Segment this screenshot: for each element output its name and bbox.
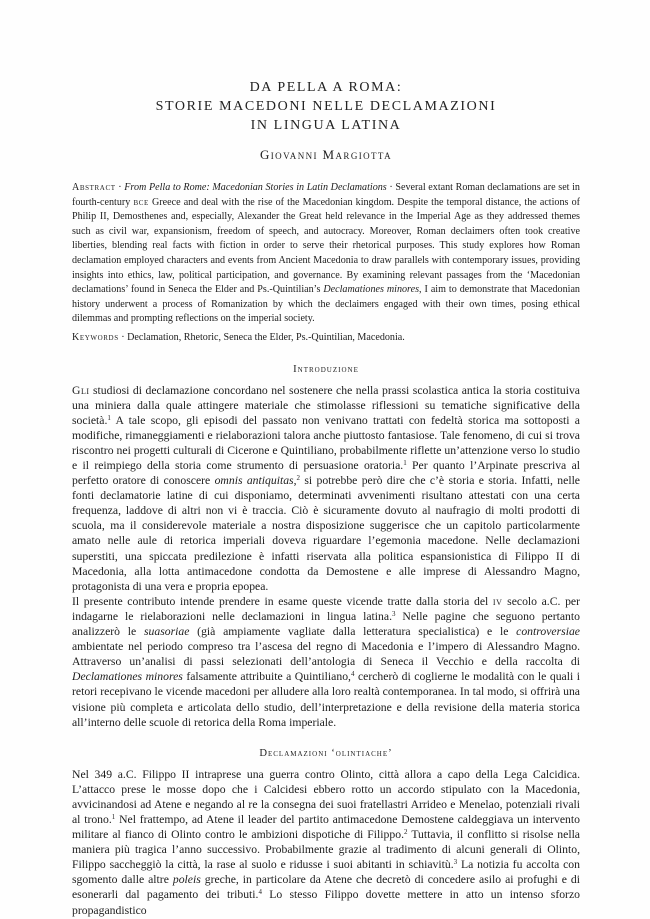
- section-olintiache: [72, 767, 580, 918]
- paragraph: [72, 594, 580, 730]
- footnote-ref[interactable]: 2: [404, 828, 408, 837]
- italic-term: suasoriae: [143, 625, 190, 639]
- text-run: ,: [293, 474, 297, 488]
- title-line-1: DA PELLA A ROMA:: [249, 80, 403, 95]
- text-run: falsamente attribuite a Quintiliano,: [182, 670, 351, 684]
- text-run: A tale scopo, gli episodi del passato non venivano trattati con fedeltà storica ma sottoposti a modifiche, rimaneggiamenti e rielaborazioni talora anche piuttosto fantasiose. Tale fenomeno, di cui si trova riscontro nei progetti culturali di Cicerone e Quintiliano, probabilmente riflette un’attenzione verso lo studio e il reimpiego della storia come strumento di persuasione oratoria.: [72, 413, 580, 472]
- keywords: [72, 331, 580, 346]
- footnote-ref[interactable]: 1: [403, 459, 407, 467]
- footnote-ref[interactable]: 3: [453, 858, 458, 867]
- text-run: Nelle pagine che seguono pertanto analizzerò le: [72, 609, 580, 639]
- abstract-separator: ·: [115, 182, 125, 193]
- lead-word: Gli: [72, 383, 90, 397]
- footnote-ref[interactable]: 2: [296, 474, 301, 483]
- abstract: [72, 181, 580, 327]
- abstract-bce: bce: [133, 196, 149, 208]
- abstract-english-title: From Pella to Rome: Macedonian Stories in Latin Declamations: [124, 182, 387, 193]
- abstract-text: · Several extant Roman declamations are set in fourth-century: [72, 182, 580, 208]
- article-title: [72, 78, 580, 135]
- footnote-ref[interactable]: 3: [392, 609, 396, 618]
- text-run: si potrebbe però dire che c’è storia e storia. Infatti, nelle fonti declamatorie latine di cui disponiamo, determinati avvenimenti risultano attestati con una certa frequenza, laddove di altri non vi è traccia. Ciò è sicuramente dovuto al naufragio di molti prodotti di scuola, ma il considerevole materiale a nostra disposizione suggerisce che un capitolo particolarmente amato nelle aule di retorica imperiali doveva riguardare l’egemonia macedone. Nelle declamazioni superstiti, una spiccata predilezione è infatti riservata alla politica espansionistica di Filippo II di Macedonia, alla lotta antimacedone condotta da Demostene e alle imprese di Alessandro Magno, protagonista di una vera e propria epopea.: [72, 474, 580, 593]
- abstract-label: Abstract: [72, 182, 116, 193]
- text-run: ambientate nel periodo compreso tra l’ascesa del regno di Macedonia e l’impero di Alessandro Magno. Attraverso un’analisi di passi selezionati dell’antologia di Seneca il Vecchio e della raccolta di: [72, 640, 580, 669]
- footnote-ref[interactable]: 4: [350, 670, 355, 679]
- title-line-3: IN LINGUA LATINA: [250, 118, 402, 133]
- text-run: Nel 349 a.C. Filippo II intraprese una guerra contro Olinto, città allora a capo della Lega Calcidica. L’attacco prese le mosse dopo che i Calcidesi ebbero rotto un accordo stipulato con la Macedonia, avvicinandosi ad Atene e negando al re la consegna dei suoi fratellastri Arrideo e Menelao, potenziali rivali al trono.: [72, 767, 580, 826]
- text-run: cercherò di coglierne le modalità con le quali i retori recepivano le vicende macedoni per alludere alla loro realtà contemporanea. In tal modo, si offrirà una visione più completa e articolata dello studio, dell’interpretazione e della revisione della materia storica all’interno delle scuole di retorica della Roma imperiale.: [72, 670, 580, 729]
- abstract-text: , I aim to demonstrate that Macedonian history underwent a process of Romanization by which the declaimers engaged with their own times, posing ethical dilemmas and prompting reflections on the imperial society.: [72, 284, 580, 325]
- abstract-italic-title: Declamationes minores: [323, 284, 420, 296]
- abstract-text: Greece and deal with the rise of the Macedonian kingdom. Despite the temporal distance, the actions of Philip II, Demosthenes and, especially, Alexander the Great held relevance in the Imperial Age as they addressed themes such as civil war, expansionism, freedom of speech, and autocracy. Moreover, Roman declaimers often took creative liberties, blending real facts with fiction in order to serve their rhetorical purposes. This study explores how Roman declamation employed characters and events from Ancient Macedonia to draw parallels with contemporary issues, providing insights into ethics, law, political participation, and governance. By examining relevant passages from the ‘Macedonian declamations’ found in Seneca the Elder and Ps.-Quintilian’s: [72, 196, 580, 296]
- author-name: Giovanni Margiotta: [259, 147, 392, 162]
- paragraph: [72, 383, 580, 594]
- roman-numeral: iv: [492, 594, 503, 608]
- text-run: Nel frattempo, ad Atene il leader del partito antimacedone Demostene caldeggiava un intervento militare al fianco di Olinto contro le ambizioni dispotiche di Filippo.: [72, 812, 580, 842]
- text-run: La notizia fu accolta con sgomento dalle altre: [72, 858, 580, 887]
- title-line-2: STORIE MACEDONI NELLE DECLAMAZIONI: [155, 99, 497, 114]
- section-heading-introduzione: Introduzione: [293, 363, 359, 375]
- section-introduzione: [72, 383, 580, 730]
- footnote-ref[interactable]: 1: [111, 812, 116, 821]
- section-heading-olintiache: Declamazioni ‘olintiache’: [259, 747, 393, 759]
- text-run: greche, in particolare da Atene che decretò di concedere asilo ai profughi e di esonerarli dal pagamento dei tributi.: [72, 873, 580, 902]
- italic-term: omnis antiquitas: [214, 474, 294, 488]
- italic-term: poleis: [172, 873, 201, 887]
- keywords-text: Declamation, Rhetoric, Seneca the Elder, Ps.-Quintilian, Macedonia.: [127, 331, 405, 343]
- text-run: secolo a.C. per indagarne le rielaborazioni nelle declamazioni in lingua latina.: [72, 594, 580, 623]
- italic-term: controversiae: [516, 625, 580, 639]
- paragraph: [72, 767, 580, 918]
- italic-term: Declamationes minores: [72, 670, 183, 684]
- text-run: (già ampiamente vagliate dalla letteratura specialistica) e le: [189, 625, 517, 639]
- text-run: Per quanto l’Arpinate prescriva al perfetto oratore di conoscere: [72, 459, 581, 488]
- keywords-label: Keywords: [72, 331, 119, 343]
- text-run: studiosi di declamazione concordano nel sostenere che nella prassi scolastica antica la storia costituiva una miniera dalla quale attingere materiale che stimolasse riflessioni su tematiche significative della società.: [72, 383, 580, 427]
- text-run: Il presente contributo intende prendere in esame queste vicende tratte dalla storia del: [72, 594, 493, 608]
- text-run: Lo stesso Filippo dovette mettere in atto un intenso sforzo propagandistico: [72, 888, 580, 917]
- footnote-ref[interactable]: 1: [107, 413, 111, 422]
- text-run: Tuttavia, il conflitto si risolse nella maniera più tragica l’anno successivo. Probabilmente grazie al tradimento di alcuni generali di Olinto, Filippo saccheggiò la città, la rase al suolo e ridusse i suoi abitanti in schiavitù.: [72, 828, 580, 872]
- keywords-separator: ·: [118, 331, 128, 343]
- footnote-ref[interactable]: 4: [258, 888, 262, 897]
